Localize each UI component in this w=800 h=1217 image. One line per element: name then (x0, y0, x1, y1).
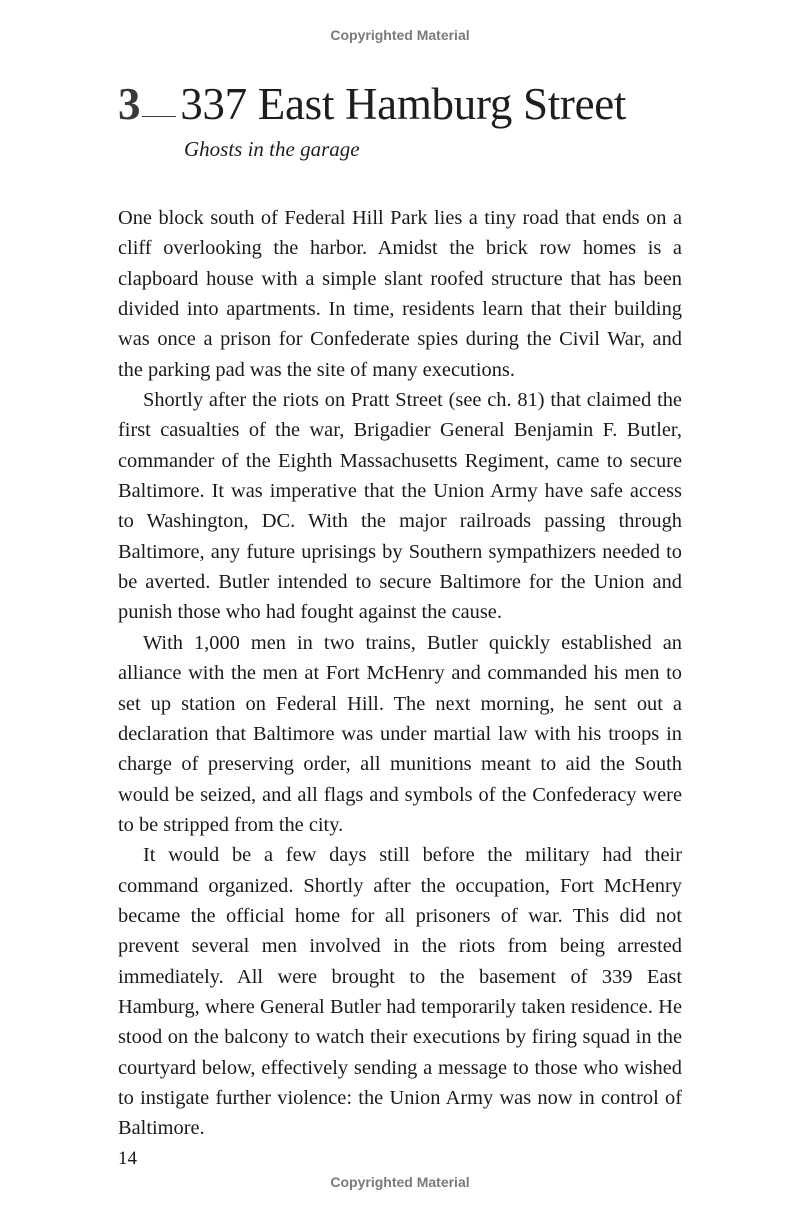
paragraph: It would be a few days still before the military had their command organized. Shortly after the occupation, Fort McHenry became the official home for all prisoners of war. This did not prevent several men involved in the riots from being arrested immediately. All were brought to the basement of 339 East Hamburg, where General Butler had temporarily taken residence. He stood on the balcony to watch their executions by firing squad in the courtyard below, effectively sending a message to those who wished to instigate further violence: the Union Army was now in control of Baltimore. (118, 844, 682, 1140)
page-number: 14 (118, 1148, 137, 1169)
chapter-subtitle: Ghosts in the garage (184, 137, 360, 161)
chapter-title-text: 337 East Hamburg Street (180, 79, 627, 129)
chapter-number: 3 (118, 79, 141, 129)
paragraph: Shortly after the riots on Pratt Street (see ch. 81) that claimed the first casualties of the war, Brigadier General Benjamin F. Butler, commander of the Eighth Massachusetts Regiment, came to secure Baltimore. It was imperative that the Union Army have safe access to Washington, DC. With the major railroads passing through Baltimore, any future uprisings by Southern sympathizers needed to be averted. Butler intended to secure Baltimore for the Union and punish those who had fought against the cause. (118, 389, 682, 624)
chapter-separator (142, 116, 176, 117)
chapter-title (118, 78, 626, 130)
copyright-watermark-top: Copyrighted Material (330, 27, 470, 43)
paragraph: With 1,000 men in two trains, Butler quickly established an alliance with the men at Fort McHenry and commanded his men to set up station on Federal Hill. The next morning, he sent out a declaration that Baltimore was under martial law with his troops in charge of preserving order, all munitions meant to aid the South would be seized, and all flags and symbols of the Confederacy were to be stripped from the city. (118, 631, 682, 836)
paragraph: One block south of Federal Hill Park lies a tiny road that ends on a cliff overlooking the harbor. Amidst the brick row homes is a clapboard house with a simple slant roofed structure that has been divided into apartments. In time, residents learn that their building was once a prison for Confederate spies during the Civil War, and the parking pad was the site of many executions. (118, 207, 682, 381)
body-text (118, 203, 682, 1144)
copyright-watermark-bottom: Copyrighted Material (330, 1174, 470, 1190)
